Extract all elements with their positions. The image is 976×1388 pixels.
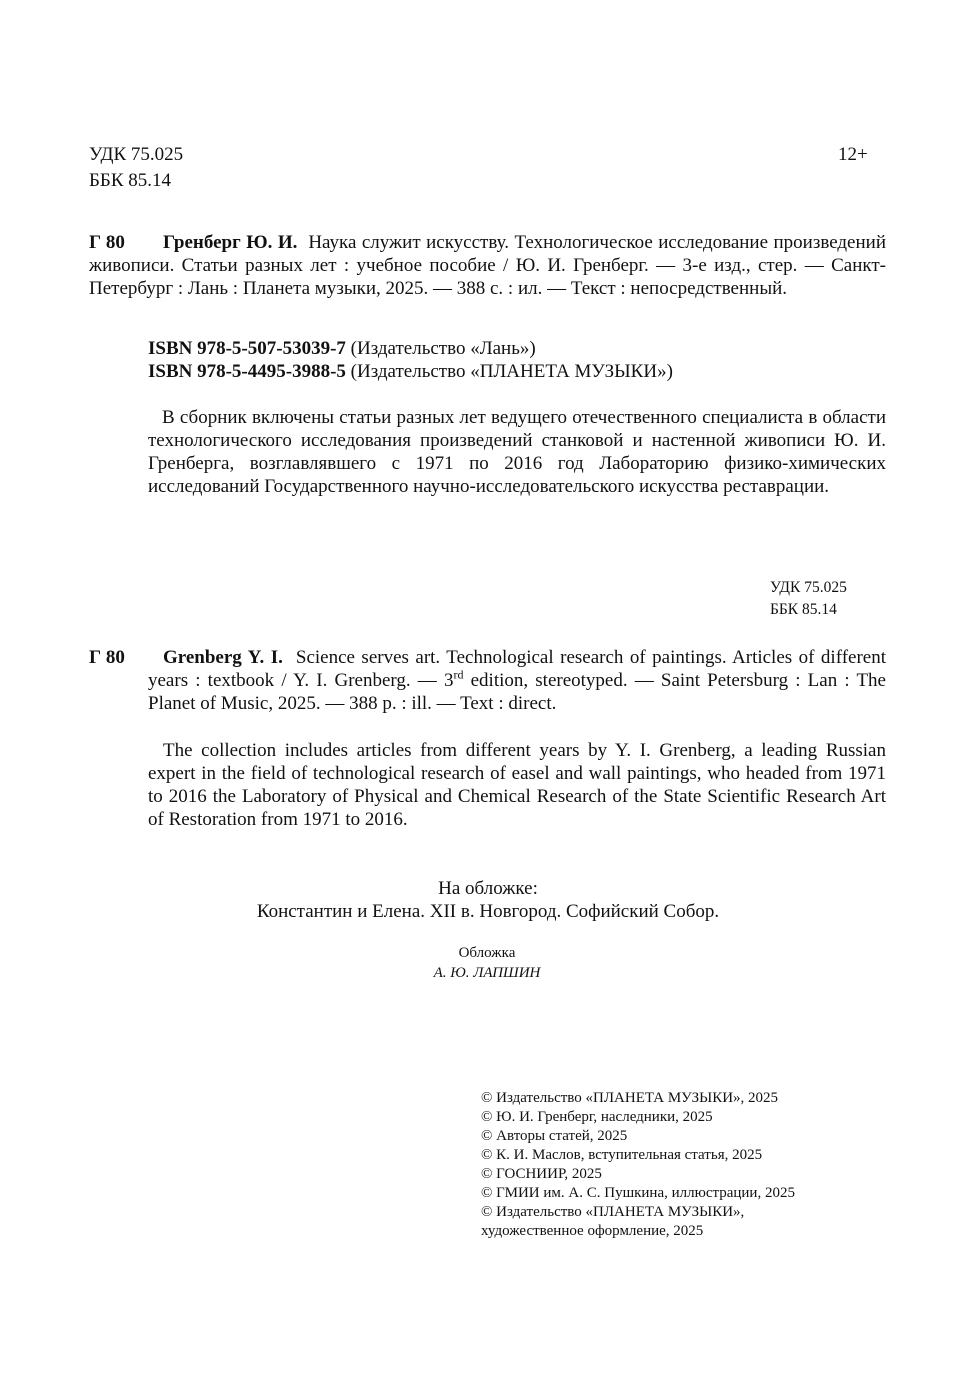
ru-record-description <box>89 231 886 300</box>
udk-code: УДК 75.025 <box>770 579 847 596</box>
ru-record-code: Г 80 <box>89 232 125 253</box>
copyright-line: © Издательство «ПЛАНЕТА МУЗЫКИ», 2025 <box>481 1090 779 1106</box>
en-record-text: Science serves art. Technological research of paintings. Articles of different years : textbook / Y. I. Grenberg. — 3 <box>148 647 886 691</box>
ru-record-author: Гренберг Ю. И. <box>163 232 298 253</box>
en-record-text-continued: edition, stereotyped. — Saint Petersburg : Lan : The Planet of Music, 2025. — 388 p. : ill. — Text : direct. <box>148 670 886 714</box>
isbn-number: ISBN 978-5-507-53039-7 <box>148 338 346 359</box>
en-record-author: Grenberg Y. I. <box>163 647 283 668</box>
bbk-code: ББК 85.14 <box>770 601 837 618</box>
cover-note-heading: На обложке: <box>438 878 538 899</box>
isbn-block <box>148 337 673 383</box>
cover-design-credit <box>0 944 974 983</box>
bbk-code: ББК 85.14 <box>89 170 171 191</box>
copyright-line: © Издательство «ПЛАНЕТА МУЗЫКИ», <box>481 1204 745 1220</box>
isbn-line <box>148 337 673 360</box>
en-record-description <box>148 646 886 715</box>
cover-note <box>0 877 976 923</box>
copyright-line: © Авторы статей, 2025 <box>481 1128 628 1144</box>
ru-abstract: В сборник включены статьи разных лет ведущего отечественного специалиста в области технологического исследования произведений станковой и настенной живописи Ю. И. Гренберга, возглавлявшего с 1971 по 2016 год Лабораторию физико-химических исследований Государственного научно-исследовательского искусства реставрации. <box>148 407 886 497</box>
copyright-line: © ГМИИ им. А. С. Пушкина, иллюстрации, 2025 <box>481 1185 795 1201</box>
cover-designer-name: А. Ю. ЛАПШИН <box>433 965 541 981</box>
cover-design-label: Обложка <box>458 945 516 961</box>
en-record-code: Г 80 <box>89 647 125 668</box>
copyright-block <box>481 1089 795 1241</box>
copyright-line: © Ю. И. Гренберг, наследники, 2025 <box>481 1109 713 1125</box>
isbn-number: ISBN 978-5-4495-3988-5 <box>148 361 346 382</box>
copyright-line: художественное оформление, 2025 <box>481 1223 704 1239</box>
en-abstract: The collection includes articles from different years by Y. I. Grenberg, a leading Russian expert in the field of technological research of easel and wall paintings, who headed from 1971 to 2016 the Laboratory of Physical and Chemical Research of the State Scientific Research Art of Restoration from 1971 to 2016. <box>148 740 886 830</box>
isbn-publisher: (Издательство «ПЛАНЕТА МУЗЫКИ») <box>350 361 673 382</box>
cover-note-text: Константин и Елена. XII в. Новгород. Софийский Собор. <box>256 901 720 922</box>
en-record-superscript: rd <box>453 667 464 682</box>
isbn-publisher: (Издательство «Лань») <box>350 338 536 359</box>
udk-code: УДК 75.025 <box>89 144 184 165</box>
age-rating: 12+ <box>838 144 868 165</box>
isbn-line <box>148 360 673 383</box>
ru-record-text: Наука служит искусству. Технологическое исследование произведений живописи. Статьи разных лет : учебное пособие / Ю. И. Гренберг. — 3-е изд., стер. — Санкт-Петербург : Лань : Планета музыки, 2025. — 388 с. : ил. — Текст : непосредственный. <box>89 232 886 299</box>
copyright-line: © ГОСНИИР, 2025 <box>481 1166 602 1182</box>
copyright-line: © К. И. Маслов, вступительная статья, 2025 <box>481 1147 763 1163</box>
top-classification <box>89 143 183 192</box>
en-classification <box>770 578 847 619</box>
